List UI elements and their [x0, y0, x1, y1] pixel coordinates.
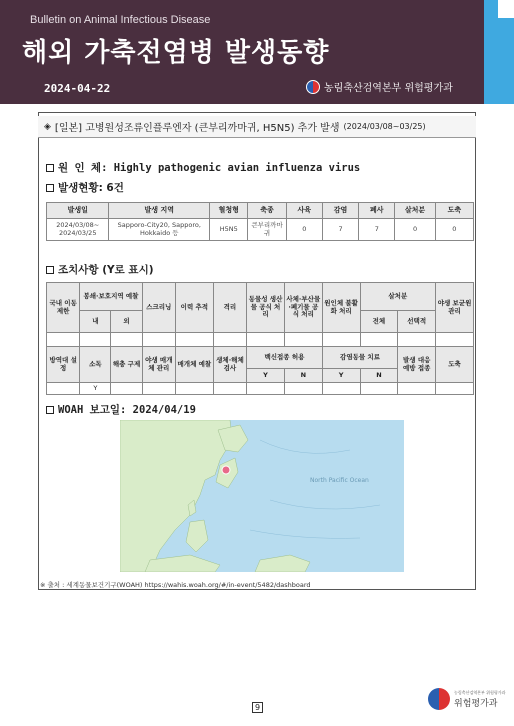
- table-cell: [398, 333, 436, 347]
- footer-org-text: [454, 690, 506, 709]
- topic-heading: [38, 116, 476, 138]
- footer-org: [428, 688, 506, 710]
- map-graphic: [120, 420, 404, 572]
- measures-table: [46, 282, 474, 395]
- table-cell: 2024/03/08~ 2024/03/25: [47, 219, 109, 241]
- col-header: 소독: [80, 347, 111, 383]
- outbreak-heading: [46, 180, 124, 195]
- table-cell: [322, 383, 360, 395]
- table-cell: [111, 333, 142, 347]
- col-header: 국내 이동 제한: [47, 283, 80, 333]
- col-header: 야생 보균원 관리: [436, 283, 474, 333]
- table-cell: [322, 333, 360, 347]
- col-header: 스크리닝: [142, 283, 175, 333]
- bulletin-subtitle: Bulletin on Animal Infectious Disease: [30, 14, 211, 26]
- topic-period: (2024/03/08~03/25): [343, 122, 426, 131]
- agency-logo-icon: [306, 80, 320, 94]
- table-cell: 7: [359, 219, 395, 241]
- table-cell: Y: [80, 383, 111, 395]
- col-header: Y: [322, 369, 360, 383]
- col-header: 방역대 설정: [47, 347, 80, 383]
- page-header: [0, 0, 514, 104]
- diamond-bullet-icon: ◈: [44, 121, 51, 132]
- page-number: 9: [252, 702, 263, 713]
- outbreak-table: [46, 202, 474, 241]
- footer-org-big: 위험평가과: [454, 698, 498, 709]
- col-header: 원인체 불활화 처리: [322, 283, 360, 333]
- outbreak-header-row: [47, 203, 474, 219]
- header-accent-notch: [498, 0, 514, 18]
- col-header: 내: [80, 311, 111, 333]
- table-row: [47, 383, 474, 395]
- org-name: 농림축산검역본부 위험평가과: [324, 83, 453, 94]
- table-cell: [142, 333, 175, 347]
- measures-heading: [46, 262, 154, 277]
- col-header: 외: [111, 311, 142, 333]
- col-header: N: [360, 369, 398, 383]
- col-header: 살처분: [360, 283, 436, 311]
- table-cell: [213, 383, 246, 395]
- table-cell: Sapporo-City20, Sapporo, Hokkaido 등: [109, 219, 210, 241]
- col-header: Y: [247, 369, 285, 383]
- table-cell: [111, 383, 142, 395]
- table-cell: [47, 383, 80, 395]
- col-header: 발생 지역: [109, 203, 210, 219]
- table-row: [47, 333, 474, 347]
- col-header: 감염동물 치료: [322, 347, 398, 369]
- col-header: 발생일: [47, 203, 109, 219]
- col-header: 살처분: [395, 203, 435, 219]
- pathogen-line: [46, 160, 360, 175]
- table-cell: [175, 333, 213, 347]
- col-header: 동물성 생산물 공식 처리: [247, 283, 285, 333]
- table-cell: [213, 333, 246, 347]
- woah-label: WOAH 보고일: 2024/04/19: [58, 404, 196, 416]
- source-note: ※ 출처 : 세계동물보건기구(WOAH) https://wahis.woah.org/#/in-event/5482/dashboard: [40, 581, 311, 589]
- table-row: [47, 219, 474, 241]
- table-cell: [284, 383, 322, 395]
- col-header: 생체·해체 검사: [213, 347, 246, 383]
- org-badge: [306, 79, 453, 94]
- table-cell: 0: [395, 219, 435, 241]
- col-header: 백신접종 허용: [247, 347, 323, 369]
- agency-logo-icon: [428, 688, 450, 710]
- topic-label: [일본] 고병원성조류인플루엔자 (큰부리까마귀, H5N5) 추가 발생: [54, 123, 340, 134]
- table-cell: [436, 383, 474, 395]
- table-cell: 큰부리까마귀: [248, 219, 286, 241]
- table-cell: [142, 383, 175, 395]
- col-header: 혈청형: [210, 203, 248, 219]
- footer-org-small: 농림축산검역본부 위험평가과: [454, 689, 506, 695]
- table-cell: [47, 333, 80, 347]
- col-header: 격리: [213, 283, 246, 333]
- col-header: 선택적: [398, 311, 436, 333]
- table-cell: [360, 333, 398, 347]
- col-header: 매개체 예찰: [175, 347, 213, 383]
- table-cell: [436, 333, 474, 347]
- col-header: 도축: [436, 347, 474, 383]
- table-cell: [80, 333, 111, 347]
- woah-heading: [46, 402, 196, 417]
- checkbox-bullet-icon: [46, 164, 54, 172]
- table-cell: [360, 383, 398, 395]
- page-title: 해외 가축전염병 발생동향: [22, 38, 330, 68]
- col-header: N: [284, 369, 322, 383]
- checkbox-bullet-icon: [46, 184, 54, 192]
- measures-header-row-2: [47, 347, 474, 369]
- table-cell: 7: [322, 219, 358, 241]
- table-cell: [175, 383, 213, 395]
- col-header: 폐사: [359, 203, 395, 219]
- pathogen-label: 원 인 체: Highly pathogenic avian influenza virus: [58, 162, 361, 174]
- outbreak-marker: [222, 466, 230, 474]
- col-header: 사육: [286, 203, 322, 219]
- checkbox-bullet-icon: [46, 406, 54, 414]
- table-cell: [398, 383, 436, 395]
- col-header: 해충 구제: [111, 347, 142, 383]
- outbreak-label: 발생현황: 6건: [58, 182, 124, 194]
- col-header: 전체: [360, 311, 398, 333]
- table-cell: [284, 333, 322, 347]
- col-header: 봉쇄·보호지역 예찰: [80, 283, 142, 311]
- table-cell: 0: [286, 219, 322, 241]
- measures-header-row-1: [47, 283, 474, 311]
- table-cell: H5N5: [210, 219, 248, 241]
- table-cell: 0: [435, 219, 473, 241]
- ocean-label: North Pacific Ocean: [310, 477, 369, 484]
- col-header: 도축: [435, 203, 473, 219]
- col-header: 감염: [322, 203, 358, 219]
- col-header: 사체·부산물·폐기물 공식 처리: [284, 283, 322, 333]
- table-cell: [247, 333, 285, 347]
- checkbox-bullet-icon: [46, 266, 54, 274]
- col-header: 축종: [248, 203, 286, 219]
- col-header: 야생 매개체 관리: [142, 347, 175, 383]
- measures-label: 조치사항 (Y로 표시): [58, 264, 154, 276]
- col-header: 이력 추적: [175, 283, 213, 333]
- table-cell: [247, 383, 285, 395]
- outbreak-map: [120, 420, 404, 572]
- col-header: 발생 대응 예방 접종: [398, 347, 436, 383]
- issue-date: 2024-04-22: [44, 82, 111, 95]
